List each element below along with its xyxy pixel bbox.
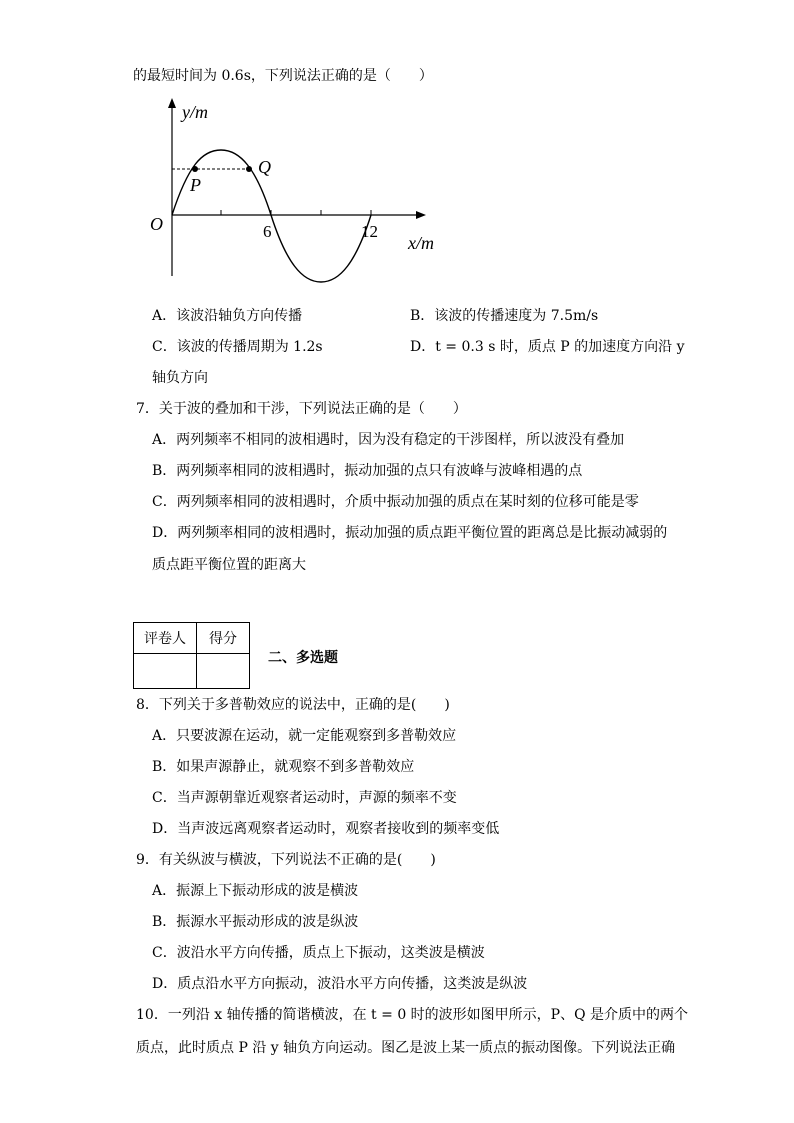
reviewer-header: 评卷人 bbox=[134, 623, 197, 654]
reviewer-cell bbox=[134, 654, 197, 689]
point-p-label: P bbox=[190, 175, 201, 195]
point-q-dot bbox=[246, 166, 252, 172]
q6-option-a: A．该波沿轴负方向传播 bbox=[152, 308, 303, 324]
wave-curve bbox=[172, 150, 371, 282]
q6-option-d: D．t = 0.3 s 时，质点 P 的加速度方向沿 y bbox=[410, 339, 685, 355]
q8-option-d: D．当声波远离观察者运动时，观察者接收到的频率变低 bbox=[152, 821, 500, 837]
q8-option-a: A．只要波源在运动，就一定能观察到多普勒效应 bbox=[152, 728, 457, 744]
x-axis-label: x/m bbox=[408, 233, 434, 253]
q8-option-c: C．当声源朝靠近观察者运动时，声源的频率不变 bbox=[152, 790, 457, 806]
q7-option-d-cont: 质点距平衡位置的距离大 bbox=[152, 557, 306, 573]
q10-line-2: 质点，此时质点 P 沿 y 轴负方向运动。图乙是波上某一质点的振动图像。下列说法正确 bbox=[136, 1040, 676, 1056]
q8-stem: 8．下列关于多普勒效应的说法中，正确的是( ) bbox=[136, 697, 450, 713]
point-p-dot bbox=[192, 166, 198, 172]
wave-figure bbox=[140, 96, 440, 291]
point-q-label: Q bbox=[258, 157, 271, 177]
q7-option-c: C．两列频率相同的波相遇时，介质中振动加强的质点在某时刻的位移可能是零 bbox=[152, 494, 639, 510]
q7-option-d: D．两列频率相同的波相遇时，振动加强的质点距平衡位置的距离总是比振动减弱的 bbox=[152, 525, 668, 541]
x-axis-arrow bbox=[416, 211, 426, 219]
score-header: 得分 bbox=[197, 623, 250, 654]
q9-stem: 9．有关纵波与横波，下列说法不正确的是( ) bbox=[136, 852, 436, 868]
q9-option-b: B．振源水平振动形成的波是纵波 bbox=[152, 914, 359, 930]
section-title: 二、多选题 bbox=[268, 650, 338, 666]
grade-table bbox=[133, 622, 250, 689]
q7-option-b: B．两列频率相同的波相遇时，振动加强的点只有波峰与波峰相遇的点 bbox=[152, 463, 583, 479]
q9-option-d: D．质点沿水平方向振动，波沿水平方向传播，这类波是纵波 bbox=[152, 976, 528, 992]
score-cell bbox=[197, 654, 250, 689]
q10-line-1: 10．一列沿 x 轴传播的简谐横波，在 t = 0 时的波形如图甲所示，P、Q 是介质中的两个 bbox=[136, 1007, 689, 1023]
q6-option-c: C．该波的传播周期为 1.2s bbox=[152, 339, 323, 355]
q7-stem: 7．关于波的叠加和干涉，下列说法正确的是（ ） bbox=[136, 401, 467, 417]
origin-label: O bbox=[150, 214, 163, 234]
tick-label-6: 6 bbox=[263, 222, 272, 241]
tick-label-12: 12 bbox=[361, 222, 378, 241]
q9-option-a: A．振源上下振动形成的波是横波 bbox=[152, 883, 359, 899]
q6-intro: 的最短时间为 0.6s，下列说法正确的是（ ） bbox=[133, 68, 433, 84]
q6-option-b: B．该波的传播速度为 7.5m/s bbox=[410, 308, 599, 324]
q6-option-d-cont: 轴负方向 bbox=[152, 370, 208, 386]
q9-option-c: C．波沿水平方向传播，质点上下振动，这类波是横波 bbox=[152, 945, 485, 961]
q7-option-a: A．两列频率不相同的波相遇时，因为没有稳定的干涉图样，所以波没有叠加 bbox=[152, 432, 625, 448]
y-axis-arrow bbox=[168, 98, 176, 108]
y-axis-label: y/m bbox=[182, 102, 208, 122]
q8-option-b: B．如果声源静止，就观察不到多普勒效应 bbox=[152, 759, 415, 775]
